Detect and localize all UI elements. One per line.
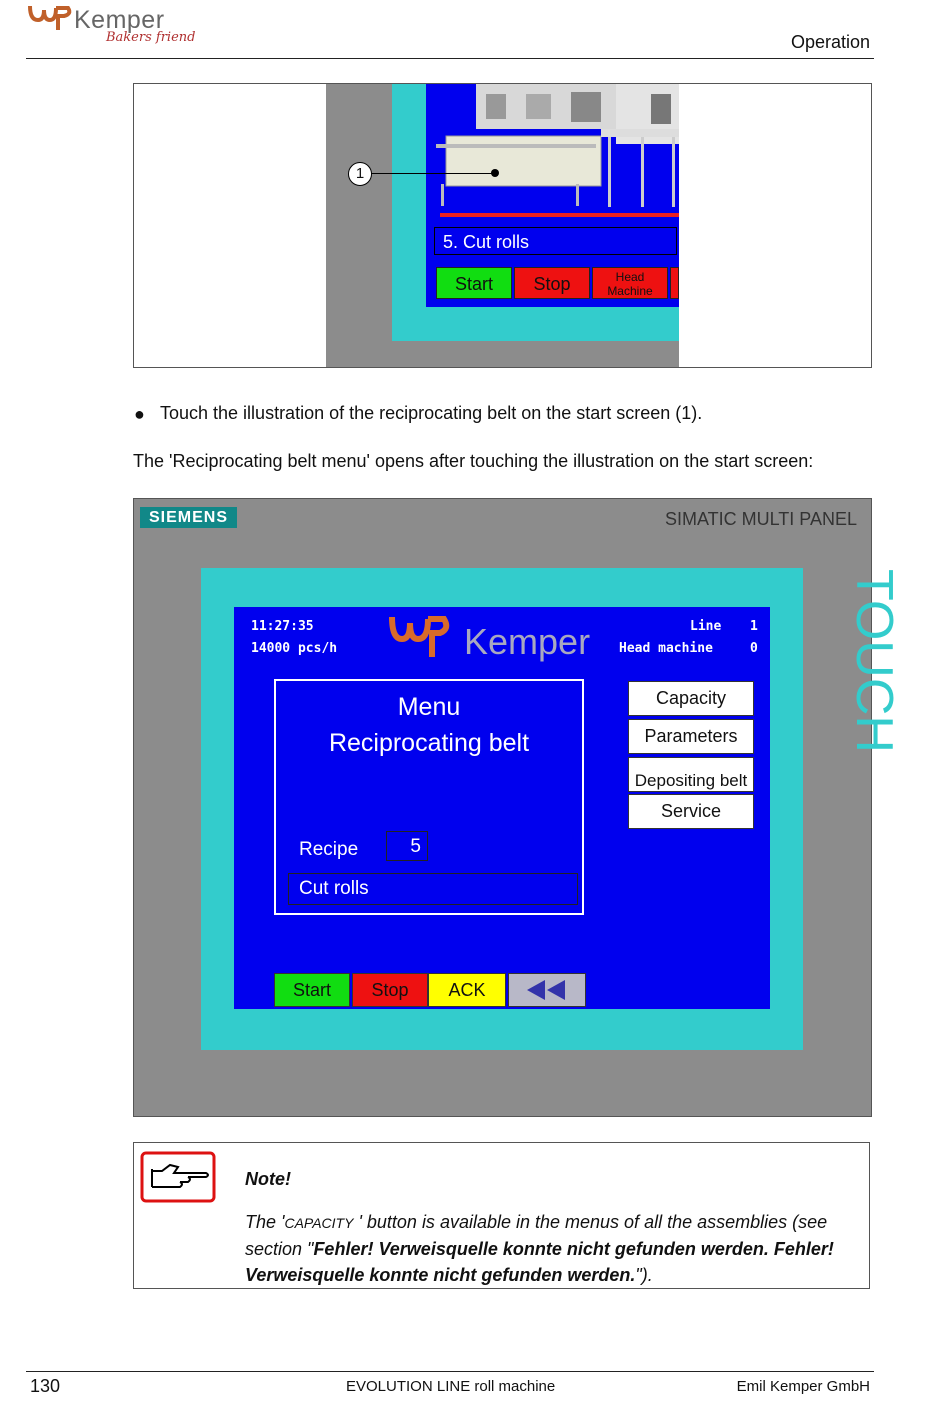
company-name: Emil Kemper GmbH xyxy=(736,1378,870,1395)
kemper-logo-icon xyxy=(388,611,452,661)
belt-red-line xyxy=(440,213,679,217)
footer-divider xyxy=(26,1371,874,1372)
section-title: Operation xyxy=(790,32,870,52)
callout-marker: 1 xyxy=(348,162,372,186)
head-machine-button[interactable]: Head Machine xyxy=(592,267,668,299)
panel-model-label: SIMATIC MULTI PANEL xyxy=(664,509,857,529)
capacity-button[interactable]: Capacity xyxy=(628,681,754,716)
double-left-arrow-icon xyxy=(523,978,571,1002)
siemens-logo: SIEMENS xyxy=(140,507,237,528)
description-paragraph: The 'Reciprocating belt menu' opens after touching the illustration on the start screen: xyxy=(133,451,814,471)
parameters-button[interactable]: Parameters xyxy=(628,719,754,754)
rate-display: 14000 pcs/h xyxy=(251,641,338,656)
back-button[interactable] xyxy=(508,973,586,1007)
partial-button[interactable] xyxy=(670,267,679,299)
hmi-screen xyxy=(234,607,770,1009)
cut-rolls-bar: 5. Cut rolls xyxy=(434,227,677,255)
stop-button[interactable]: Stop xyxy=(514,267,590,299)
start-screen-figure xyxy=(133,83,872,368)
start-button[interactable]: Start xyxy=(436,267,512,299)
bullet-dot: ● xyxy=(134,404,145,424)
recipe-name-field: Cut rolls xyxy=(288,873,578,905)
callout-leader-line xyxy=(371,173,495,174)
line-label: Line xyxy=(690,619,722,634)
menu-subtitle: Reciprocating belt xyxy=(328,729,530,757)
header-logo-text: Kemper xyxy=(74,6,165,34)
recipe-number-field[interactable]: 5 xyxy=(386,831,428,861)
capacity-smallcaps: CAPACITY xyxy=(284,1215,354,1231)
note-box xyxy=(133,1142,870,1289)
note-text-mid: ' button is available in the menus of all the assemblies (see section " xyxy=(245,1212,828,1259)
svg-text:TOUCH: TOUCH xyxy=(845,569,903,753)
page-number: 130 xyxy=(30,1376,61,1396)
pointing-hand-icon xyxy=(140,1151,216,1203)
callout-dot xyxy=(491,169,499,177)
reciprocating-belt-menu-figure xyxy=(133,498,903,1117)
header-divider xyxy=(26,58,874,59)
service-button[interactable]: Service xyxy=(628,794,754,829)
kemper-logo-icon xyxy=(28,2,72,32)
panel-logo-text: Kemper xyxy=(464,621,591,662)
menu-title: Menu xyxy=(397,693,461,721)
document-title: EVOLUTION LINE roll machine xyxy=(346,1378,556,1395)
menu-box xyxy=(274,679,584,915)
note-error-reference: Fehler! Verweisquelle konnte nicht gefunden werden. Fehler! Verweisquelle konnte nicht gefunden werden. xyxy=(245,1239,834,1285)
recipe-label: Recipe xyxy=(299,839,359,860)
ack-button[interactable]: ACK xyxy=(428,973,506,1007)
head-machine-value: 0 xyxy=(750,641,758,656)
note-text-suffix: "). xyxy=(635,1265,653,1285)
head-machine-label: Head machine xyxy=(619,641,713,656)
note-heading: Note! xyxy=(245,1169,291,1189)
line-value: 1 xyxy=(750,619,758,634)
reciprocating-belt-illustration[interactable] xyxy=(436,84,679,209)
touch-label xyxy=(803,569,903,753)
depositing-belt-button[interactable]: Depositing belt xyxy=(628,757,754,792)
header-logo-tagline: Bakers friend xyxy=(106,30,196,45)
start-button[interactable]: Start xyxy=(274,973,350,1007)
note-body xyxy=(245,1209,865,1288)
stop-button[interactable]: Stop xyxy=(352,973,428,1007)
instruction-text: Touch the illustration of the reciprocating belt on the start screen (1). xyxy=(160,403,703,423)
note-text-prefix: The ' xyxy=(245,1212,285,1232)
clock-display: 11:27:35 xyxy=(251,619,314,634)
